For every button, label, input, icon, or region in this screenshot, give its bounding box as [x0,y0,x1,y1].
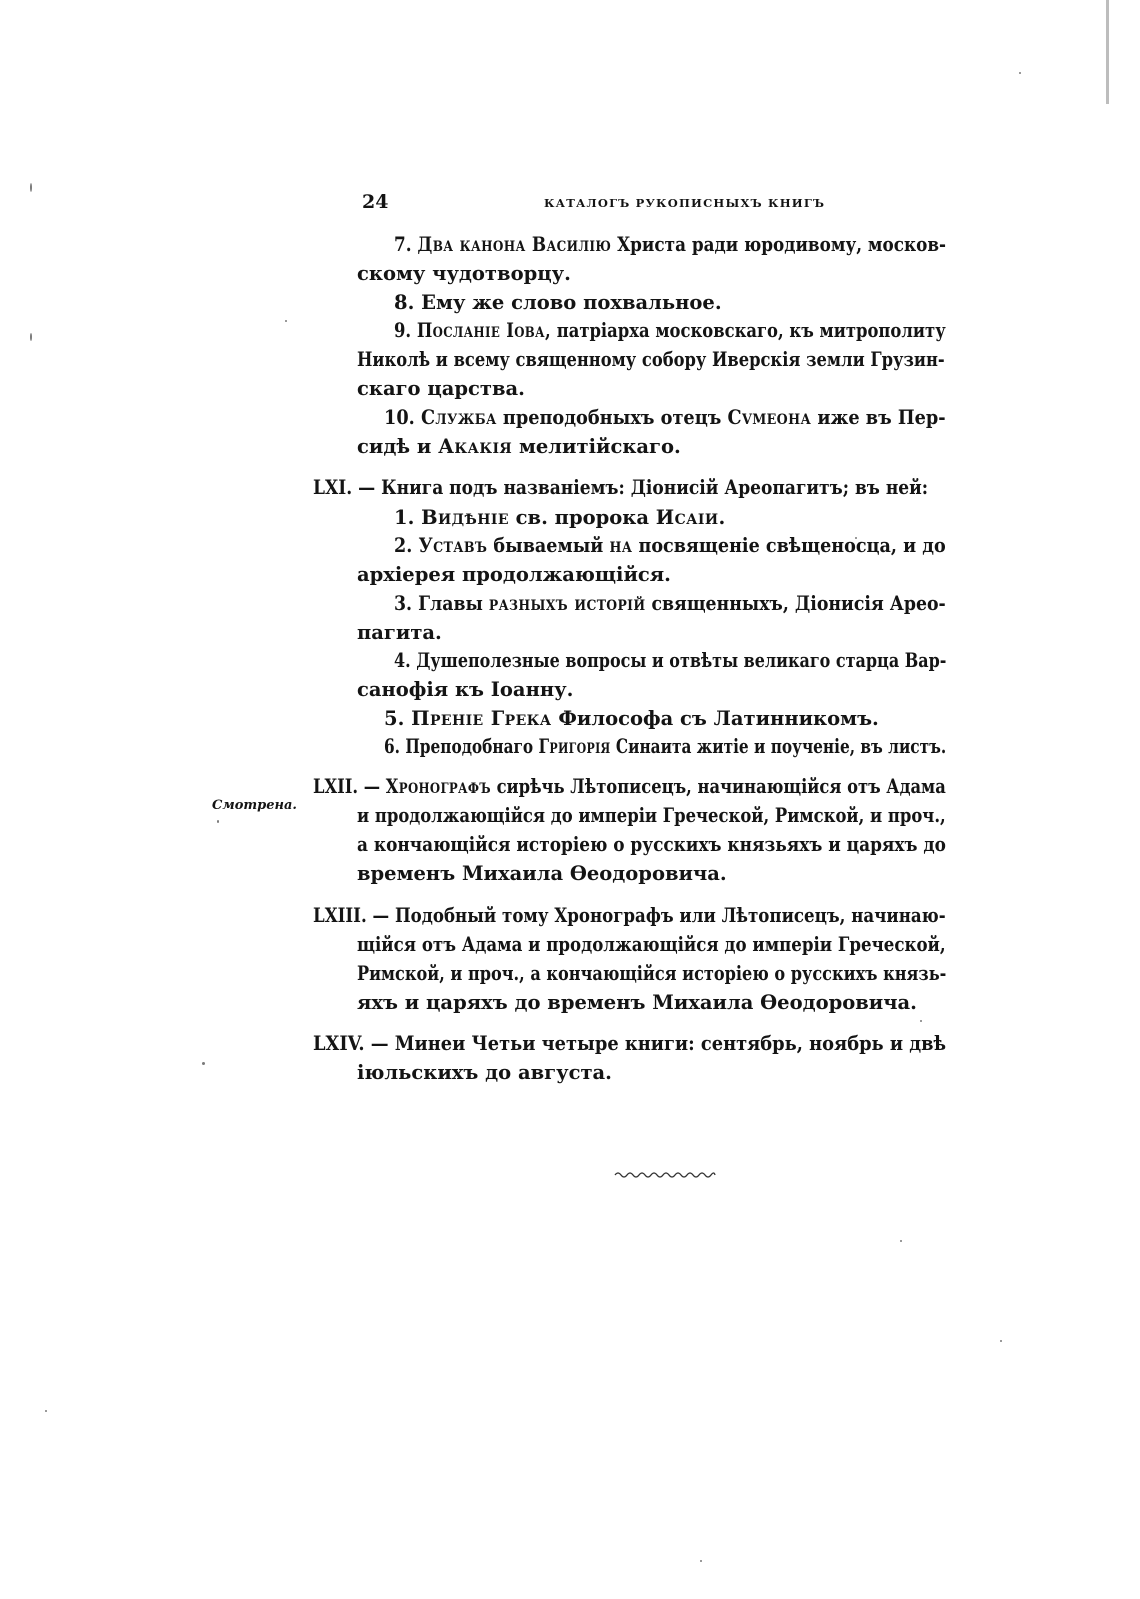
text-run: бываемый [487,534,610,557]
text-line [357,433,681,461]
text-run: LXII. — [313,775,386,798]
text-run: патріарха московскаго, къ митрополиту [551,319,946,342]
scan-speck [920,1020,922,1022]
text-run: 9. [394,319,417,342]
text-line [384,705,879,733]
text-line [313,902,946,930]
text-run: LXI. — Книга подъ названіемъ: Діонисій Ареопагитъ; въ ней: [313,476,929,499]
text-run: а кончающійся исторіею о русскихъ князьяхъ и царяхъ до [357,833,946,856]
small-caps-text: Два канона Василію [417,233,612,256]
text-run: Философа съ Латинникомъ. [551,707,879,730]
text-run: св. пророка [508,506,656,529]
text-line [394,289,722,317]
text-run: LXIII. — Подобный тому Хронографъ или Лѣтописецъ, начинаю- [313,904,946,927]
page-header [362,191,968,221]
text-line [394,317,946,345]
text-line [357,989,917,1017]
text-run: LXIV. — Минеи Четьи четыре книги: сентябрь, ноябрь и двѣ [313,1032,947,1055]
small-caps-text: Преніе Грека [411,707,552,730]
text-run: іюльскихъ до августа. [357,1061,612,1084]
small-caps-text: Акакія [438,435,513,458]
text-run: Николѣ и всему священному собору Иверскія земли Грузин- [357,348,945,371]
small-caps-text: разныхъ исторій [488,592,646,615]
text-run: пагита. [357,621,442,644]
text-run: священныхъ, Діонисія Арео- [645,592,946,615]
text-line [394,532,946,560]
scan-speck [700,1560,702,1562]
text-run: временъ Михаила Ѳеодоровича. [357,862,727,885]
small-caps-text: Исаіи. [655,506,726,529]
small-caps-text: Сvмеона [727,406,812,429]
text-line [384,404,946,432]
small-caps-text: Служба [420,406,497,429]
text-line [357,619,442,647]
text-line [394,231,946,259]
text-run: яхъ и царяхъ до временъ Михаила Ѳеодоровича. [357,991,917,1014]
text-line [394,504,726,532]
small-caps-text: Видѣніе [421,506,509,529]
text-run: 3. Главы [394,592,489,615]
text-run: и продолжающійся до имперіи Греческой, Римской, и проч., [357,804,946,827]
text-line [357,831,946,859]
text-line [394,590,946,618]
text-line [394,647,946,675]
text-line [357,676,573,704]
text-run: 10. [384,406,421,429]
ornament-tilde-rule [614,1170,716,1180]
text-run: Христа ради юродивому, москов- [611,233,947,256]
text-run: 7. [394,233,418,256]
text-run: санофія къ Іоанну. [357,678,574,701]
text-line [357,960,946,988]
text-run: мелитійскаго. [512,435,681,458]
text-run: 8. Ему же слово похвальное. [394,291,722,314]
small-caps-text: Григорія [538,735,611,758]
text-run: 4. Душеполезные вопросы и отвѣты великаго старца Вар- [394,649,947,672]
text-line [357,346,945,374]
text-line [313,773,946,801]
scan-speck [202,1062,205,1065]
scan-edge-line [1106,0,1109,104]
text-run: преподобныхъ отецъ [496,406,728,429]
text-line [357,561,671,589]
text-run: Синаита житіе и поученіе, въ листъ. [610,735,947,758]
scan-speck [30,183,32,192]
text-run: скаго царства. [357,377,525,400]
text-run: посвященіе свѣщеносца, и до [632,534,946,557]
text-run: 1. [394,506,422,529]
text-line [357,931,946,959]
scan-speck [217,820,219,823]
text-run: сирѣчь Лѣтописецъ, начинающійся отъ Адама [490,775,946,798]
text-line [357,1059,612,1087]
running-title: КАТАЛОГЪ РУКОПИСНЫХЪ КНИГЪ [544,196,826,210]
scan-speck [45,1410,47,1412]
text-line [313,1030,946,1058]
scan-speck [900,1240,902,1242]
small-caps-text: Хронографъ [385,775,491,798]
small-caps-text: Уставъ [418,534,488,557]
scan-speck [1019,72,1021,74]
scan-speck [1000,1340,1002,1342]
text-line [357,375,525,403]
text-line [357,860,727,888]
text-run: сидѣ и [357,435,439,458]
text-run: архіерея продолжающійся. [357,563,671,586]
text-run: 6. Преподобнаго [384,735,539,758]
text-line [357,260,571,288]
text-line [313,474,928,502]
text-run: 2. [394,534,419,557]
text-run: скому чудотворцу. [357,262,571,285]
scan-speck [30,333,32,341]
text-line [357,802,946,830]
page-number: 24 [362,191,389,213]
small-caps-text: Посланіе Іова, [416,319,552,342]
margin-note: Смотрена. [212,798,297,813]
text-run: иже въ Пер- [811,406,946,429]
scan-speck [285,320,287,322]
small-caps-text: на [609,534,633,557]
text-run: Римской, и проч., а кончающійся исторіею о русскихъ князь- [357,962,947,985]
text-line [384,733,946,761]
text-run: 5. [384,707,412,730]
text-run: щійся отъ Адама и продолжающійся до имперіи Греческой, [357,933,946,956]
